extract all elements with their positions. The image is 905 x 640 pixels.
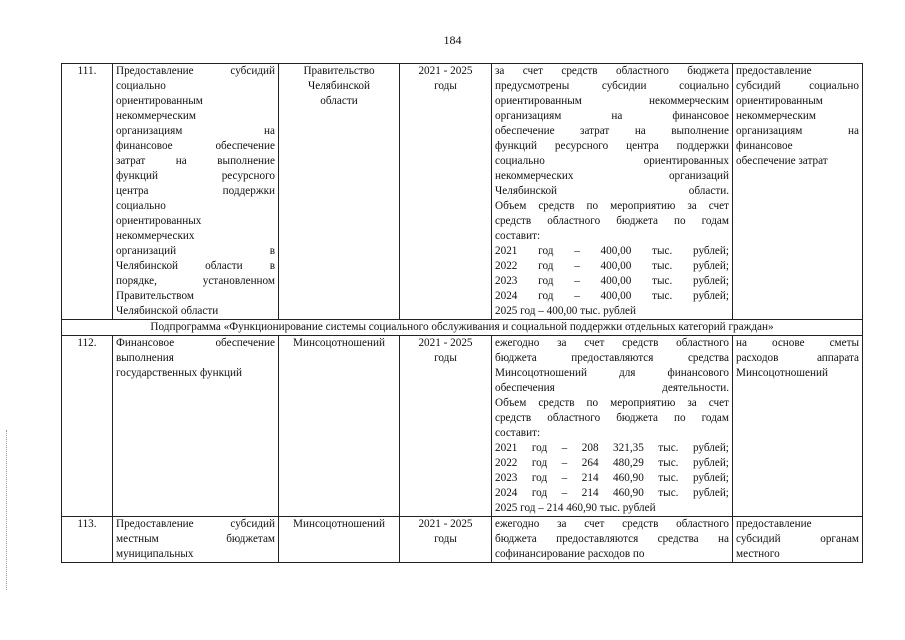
word: 460,90 [613,472,644,484]
rows.0.desc_lines-line [495,79,729,94]
rows.2.desc_lines-line: 2025 год – 214 460,90 тыс. рублей [495,502,656,514]
rows.3.term_lines-line: годы [434,533,457,545]
word: тыс. [658,442,679,454]
rows.0.desc_lines-line [495,154,729,169]
word: центра [626,140,659,152]
word: субсидии [601,80,647,92]
rows.0.name_lines-line [116,244,275,259]
word: год [538,275,554,287]
rows.0.name_lines-line: ориентированных [116,215,202,227]
word: год [531,442,548,454]
rows.2.desc_lines-line [495,396,729,411]
word: затрат [116,155,146,167]
rows.0.name_lines-line: Челябинской области [116,305,219,317]
word: организациям [736,125,803,137]
word: рублей; [692,442,729,454]
word: средства [687,352,729,364]
word: обеспечение [215,140,275,152]
rows.0.executor_lines-line: Челябинской [307,80,371,92]
rows.0.desc_lines-line [495,94,729,109]
word: год [538,260,554,272]
rows.3.term_lines-line: 2021 - 2025 [418,518,473,530]
subprogram-row [62,320,863,336]
word: Предоставление [116,65,194,77]
rows.0.name_lines-line [116,259,275,274]
rows.0.desc_lines-line [495,289,729,304]
rows.0.name_lines-line: некоммерческих [116,230,195,242]
rows.2.desc_lines-line: составит: [495,427,541,439]
row-number: 113. [62,517,113,563]
description [492,517,733,563]
word: средств [538,200,575,212]
word: Объем [495,200,527,212]
word: бюджета [616,215,658,227]
word: тыс. [658,457,679,469]
measure-name [113,64,279,320]
word: тыс. [652,290,673,302]
word: некоммерческих [495,170,574,182]
word: бюджета [687,65,729,77]
rows.3.name_lines-line [116,532,275,547]
rows.3.name_lines-line [116,517,275,532]
word: обеспечение [215,337,275,349]
word: субсидий [230,65,275,77]
word: – [574,245,580,257]
word: рублей; [692,472,729,484]
word: выполнение [671,125,729,137]
rows.0.name_lines-line: социально [116,200,166,212]
word: на [611,110,623,122]
word: 214 [581,472,599,484]
rows.0.name_lines-line: ориентированным [116,95,203,107]
word: 2024 [495,487,518,499]
word: субсидий [736,80,781,92]
word: обеспечения [495,382,555,394]
word: счет [708,397,729,409]
rows.0.name_lines-line [116,124,275,139]
word: счет [584,518,605,530]
word: 400,00 [600,260,632,272]
word: по [673,412,686,424]
word: бюджета [616,412,658,424]
rows.3.desc_lines-line: софинансирование расходов по [495,548,645,560]
row-number: 111. [62,64,113,320]
word: на [175,155,187,167]
word: 2021 [495,245,518,257]
word: финансового [667,367,729,379]
word: субсидий [736,533,781,545]
word: тыс. [658,487,679,499]
rows.0.name_lines-line: некоммерческим [116,110,196,122]
word: на [718,533,729,545]
word: средств [622,337,659,349]
word: на [848,125,859,137]
rows.3.fin_lines-line: местного [736,548,780,560]
word: средств [538,397,575,409]
word: тыс. [652,275,673,287]
word: за [557,518,567,530]
word: организациям [116,125,183,137]
term [400,64,492,320]
word: предоставляются [571,352,654,364]
rows.2.desc_lines-line [495,471,729,486]
word: 480,29 [613,457,644,469]
word: областного [547,215,601,227]
word: аппарата [816,352,859,364]
word: Объем [495,397,527,409]
rows.0.fin_lines-line [736,79,859,94]
rows.2.desc_lines-line [495,336,729,351]
table-row [62,336,863,517]
word: ресурсного [554,140,609,152]
word: областного [547,412,601,424]
word: тыс. [652,245,673,257]
rows.0.executor_lines-line: области [320,95,358,107]
measures-table [61,63,863,563]
word: 400,00 [600,245,632,257]
rows.2.desc_lines-line [495,441,729,456]
rows.0.desc_lines-line: составит: [495,230,541,242]
rows.0.desc_lines-line [495,64,729,79]
rows.0.desc_lines-line [495,169,729,184]
rows.0.name_lines-line: Правительством [116,290,194,302]
word: местным [116,533,159,545]
table-body [62,64,863,563]
financing-mechanism [733,517,863,563]
word: год [531,472,548,484]
word: 2023 [495,275,518,287]
rows.0.desc_lines-line [495,139,729,154]
word: финансовое [116,140,173,152]
description [492,64,733,320]
word: – [561,472,568,484]
rows.0.name_lines-line: социально [116,80,166,92]
word: – [561,442,568,454]
word: на [634,125,646,137]
word: сметы [829,337,859,349]
rows.2.executor_lines-line: Минсоцотношений [293,337,385,349]
word: тыс. [658,472,679,484]
word: 400,00 [600,275,632,287]
executor [279,64,400,320]
word: рублей; [693,290,729,302]
rows.0.desc_lines-line [495,214,729,229]
rows.0.desc_lines-line [495,259,729,274]
word: ежегодно [495,337,540,349]
rows.3.fin_lines-line: предоставление [736,518,812,530]
word: 2022 [495,260,518,272]
word: социально [679,80,729,92]
rows.0.fin_lines-line: ориентированным [736,95,823,107]
word: – [574,290,580,302]
rows.2.fin_lines-line: Минсоцотношений [736,367,828,379]
word: поддержки [222,185,275,197]
rows.0.name_lines-line [116,64,275,79]
word: рублей; [692,457,729,469]
word: обеспечение [495,125,555,137]
word: год [531,487,548,499]
word: областного [615,65,669,77]
rows.0.fin_lines-line: некоммерческим [736,110,816,122]
table-row [62,517,863,563]
row-number: 112. [62,336,113,517]
word: области [205,260,243,272]
financing-mechanism [733,64,863,320]
word: за [495,65,505,77]
word: 214 [581,487,599,499]
word: год [538,245,554,257]
word: области. [688,185,729,197]
word: мероприятию [610,397,676,409]
word: 264 [581,457,599,469]
word: социально [809,80,859,92]
rows.0.desc_lines-line [495,109,729,124]
rows.2.desc_lines-line [495,366,729,381]
word: год [531,457,548,469]
word: рублей; [693,260,729,272]
word: центра [116,185,149,197]
rows.0.desc_lines-line [495,124,729,139]
word: по [673,215,686,227]
subprogram-title: Подпрограмма «Функционирование системы социального обслуживания и социальной поддержки отдельных категорий граждан» [62,320,863,336]
word: расходов [736,352,779,364]
rows.0.name_lines-line [116,169,275,184]
word: – [561,487,568,499]
page-number: 184 [443,33,462,47]
rows.2.desc_lines-line [495,351,729,366]
word: 321,35 [613,442,644,454]
word: для [619,367,636,379]
word: годам [701,412,729,424]
rows.2.fin_lines-line [736,336,859,351]
word: затрат [580,125,610,137]
word: годам [701,215,729,227]
rows.2.desc_lines-line [495,411,729,426]
measure-name [113,517,279,563]
word: 2022 [495,457,518,469]
word: – [574,260,580,272]
word: ресурсного [221,170,275,182]
word: ориентированным [495,95,582,107]
rows.2.term_lines-line: 2021 - 2025 [418,337,473,349]
word: Финансовое [116,337,175,349]
word: Челябинской [495,185,558,197]
word: органам [820,533,859,545]
word: – [561,457,568,469]
rows.2.desc_lines-line [495,381,729,396]
word: функций [495,140,537,152]
word: средств [561,65,598,77]
word: деятельности. [662,382,729,394]
word: Предоставление [116,518,194,530]
word: за [557,337,567,349]
rows.0.executor_lines-line: Правительство [303,65,375,77]
table-row [62,64,863,320]
rows.2.desc_lines-line [495,486,729,501]
word: ежегодно [495,518,540,530]
rows.0.fin_lines-line: предоставление [736,65,812,77]
word: средств [495,412,532,424]
word: некоммерческим [649,95,729,107]
rows.2.term_lines-line: годы [434,352,457,364]
term [400,517,492,563]
rows.2.name_lines-line [116,336,275,351]
rows.0.name_lines-line [116,139,275,154]
word: 208 [581,442,599,454]
word: Минсоцотношений [495,367,587,379]
term [400,336,492,517]
word: поддержки [676,140,729,152]
rows.0.desc_lines-line [495,244,729,259]
rows.0.fin_lines-line [736,124,859,139]
word: за [687,200,697,212]
word: на [736,337,747,349]
word: функций [116,170,158,182]
measure-name [113,336,279,517]
rows.0.term_lines-line: годы [434,80,457,92]
rows.3.fin_lines-line [736,532,859,547]
word: областного [676,518,729,530]
word: социально [495,155,545,167]
rows.0.fin_lines-line: финансовое [736,140,793,152]
word: мероприятию [610,200,676,212]
word: за [687,397,697,409]
word: бюджетам [226,533,275,545]
word: 460,90 [613,487,644,499]
rows.3.desc_lines-line [495,517,729,532]
word: предусмотрены [495,80,570,92]
word: на [264,125,275,137]
word: 400,00 [600,290,632,302]
executor [279,336,400,517]
word: в [269,260,275,272]
rows.3.executor_lines-line: Минсоцотношений [293,518,385,530]
word: 2021 [495,442,518,454]
rows.3.name_lines-line: муниципальных [116,548,194,560]
word: финансовое [672,110,729,122]
word: средств [622,518,659,530]
word: счет [522,65,543,77]
word: – [574,275,580,287]
financing-mechanism [733,336,863,517]
word: 2024 [495,290,518,302]
word: областного [676,337,729,349]
word: субсидий [230,518,275,530]
word: средства [657,533,699,545]
word: по [586,397,599,409]
word: Челябинской [116,260,179,272]
rows.0.term_lines-line: 2021 - 2025 [418,65,473,77]
rows.0.name_lines-line [116,154,275,169]
rows.0.name_lines-line [116,184,275,199]
rows.2.desc_lines-line [495,456,729,471]
executor [279,517,400,563]
word: установленном [202,275,275,287]
rows.0.desc_lines-line [495,199,729,214]
word: 2023 [495,472,518,484]
word: предоставляются [556,533,639,545]
word: организациям [495,110,562,122]
word: в [269,245,275,257]
margin-binding-mark [6,430,8,590]
rows.0.desc_lines-line: 2025 год – 400,00 тыс. рублей [495,305,637,317]
rows.2.name_lines-line: государственных функций [116,367,243,379]
word: рублей; [693,245,729,257]
word: счет [584,337,605,349]
rows.0.desc_lines-line [495,274,729,289]
word: средств [495,215,532,227]
rows.0.fin_lines-line: обеспечение затрат [736,155,828,167]
word: бюджета [495,352,537,364]
word: рублей; [692,487,729,499]
word: выполнение [217,155,275,167]
word: основе [771,337,805,349]
word: счет [708,200,729,212]
word: порядке, [116,275,157,287]
rows.2.name_lines-line: выполнения [116,352,174,364]
word: год [538,290,554,302]
rows.2.fin_lines-line [736,351,859,366]
rows.0.desc_lines-line [495,184,729,199]
description [492,336,733,517]
rows.0.name_lines-line [116,274,275,289]
word: рублей; [693,275,729,287]
word: организаций [116,245,177,257]
word: ориентированных [643,155,729,167]
rows.3.desc_lines-line [495,532,729,547]
word: бюджета [495,533,537,545]
word: по [586,200,599,212]
word: тыс. [652,260,673,272]
word: организаций [668,170,729,182]
